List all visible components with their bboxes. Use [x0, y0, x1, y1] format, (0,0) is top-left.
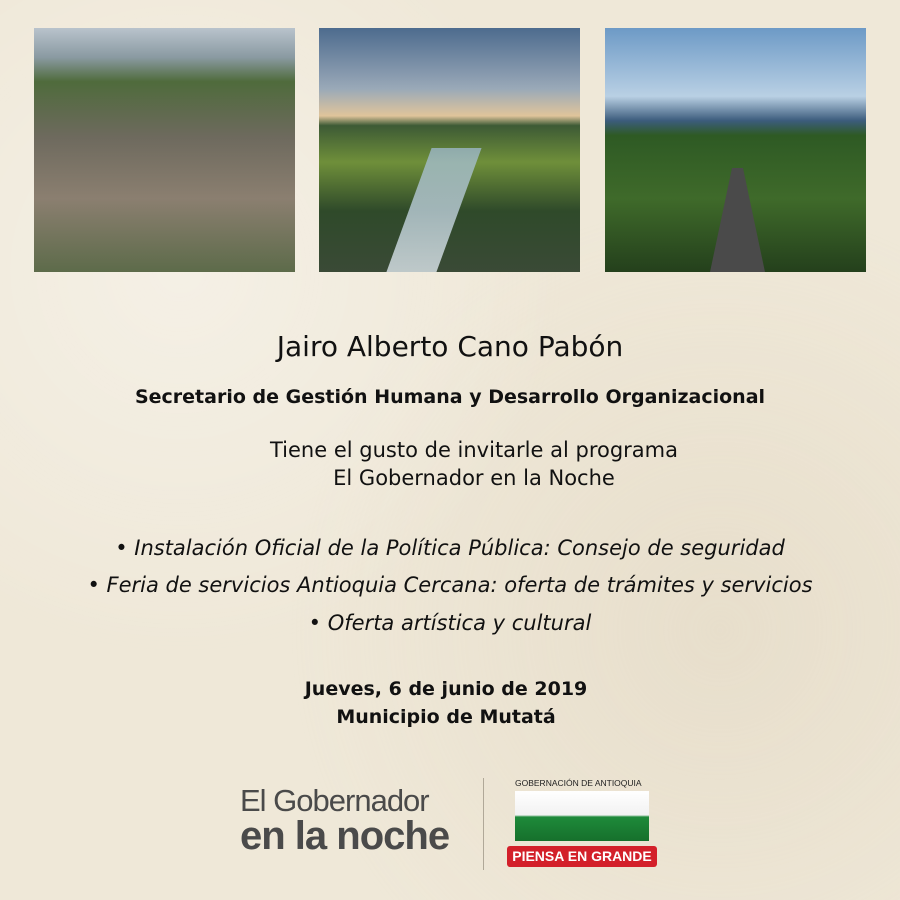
agenda-item: • Oferta artística y cultural	[308, 611, 592, 635]
event-place: Municipio de Mutatá	[336, 706, 556, 728]
photo-river-valley	[319, 28, 580, 272]
invitation-line-2: El Gobernador en la Noche	[333, 466, 615, 490]
invitation-line-1: Tiene el gusto de invitarle al programa	[270, 438, 678, 462]
agenda-item: • Instalación Oficial de la Política Pública: Consejo de seguridad	[115, 536, 785, 560]
host-name: Jairo Alberto Cano Pabón	[276, 330, 624, 363]
photo-mountain-road	[605, 28, 866, 272]
antioquia-flag-icon	[515, 791, 649, 841]
slogan-badge: PIENSA EN GRANDE	[507, 846, 657, 867]
agenda-item: • Feria de servicios Antioquia Cercana: oferta de trámites y servicios	[87, 573, 813, 597]
gov-label: GOBERNACIÓN DE ANTIOQUIA	[515, 778, 642, 788]
photo-aerial-town	[34, 28, 295, 272]
program-logo-line2: en la noche	[240, 814, 450, 858]
host-role: Secretario de Gestión Humana y Desarrollo Organizacional	[134, 386, 766, 408]
program-logo	[240, 785, 449, 856]
program-logo-line1: El Gobernador	[240, 783, 429, 818]
event-date: Jueves, 6 de junio de 2019	[304, 678, 588, 700]
logo-divider	[483, 778, 484, 870]
